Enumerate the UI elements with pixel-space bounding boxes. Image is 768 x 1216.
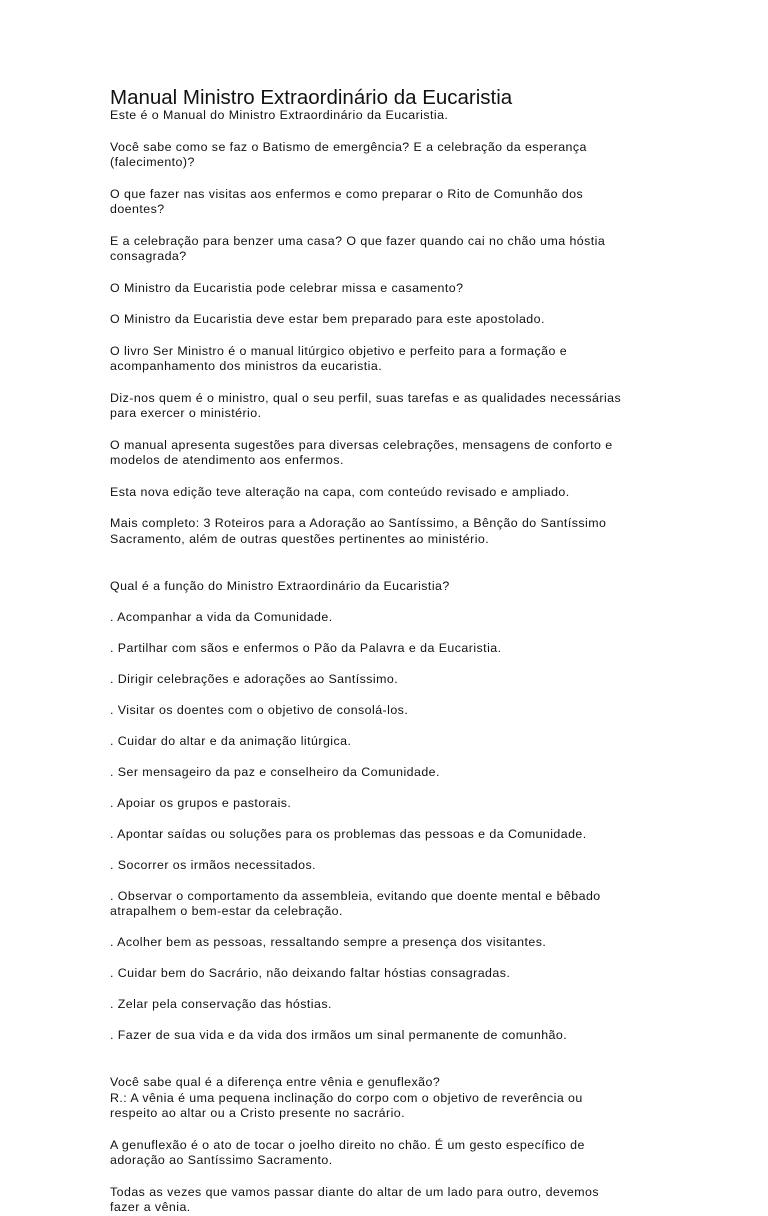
paragraph-venia-question: Você sabe qual é a diferença entre vênia e genuflexão? R.: A vênia é uma pequena inclinação do corpo com o objetivo de reverência ou respeito ao altar ou a Cristo presente no sacrário.: [110, 1075, 583, 1120]
list-item: . Visitar os doentes com o objetivo de consolá-los.: [110, 702, 409, 717]
paragraph-sick-visits: O que fazer nas visitas aos enfermos e como preparar o Rito de Comunhão dos doentes?: [110, 186, 584, 216]
list-item: . Zelar pela conservação das hóstias.: [110, 997, 332, 1011]
list-item: . Apontar saídas ou soluções para os problemas das pessoas e da Comunidade.: [110, 826, 587, 841]
list-item: . Acompanhar a vida da Comunidade.: [110, 609, 333, 624]
paragraph-house-blessing: E a celebração para benzer uma casa? O que fazer quando cai no chão uma hóstia consagrada?: [110, 233, 606, 263]
list-item: . Ser mensageiro da paz e conselheiro da Comunidade.: [110, 764, 440, 779]
paragraph-emergency-baptism: Você sabe como se faz o Batismo de emergência? E a celebração da esperança (falecimento)?: [110, 139, 587, 169]
paragraph-more-complete: Mais completo: 3 Roteiros para a Adoração ao Santíssimo, a Bênção do Santíssimo Sacramento, além de outras questões pertinentes ao ministério.: [110, 516, 607, 546]
list-item: . Fazer de sua vida e da vida dos irmãos um sinal permanente de comunhão.: [110, 1028, 568, 1042]
list-item: . Partilhar com sãos e enfermos o Pão da Palavra e da Eucaristia.: [110, 640, 502, 655]
paragraph-preparation: O Ministro da Eucaristia deve estar bem preparado para este apostolado.: [110, 312, 545, 326]
document-intro: Este é o Manual do Ministro Extraordinário da Eucaristia.: [110, 108, 449, 122]
paragraph-altar-passing: Todas as vezes que vamos passar diante do altar de um lado para outro, devemos fazer a vênia.: [110, 1184, 599, 1214]
list-item: . Cuidar do altar e da animação litúrgica.: [110, 733, 352, 748]
list-item: . Cuidar bem do Sacrário, não deixando faltar hóstias consagradas.: [110, 966, 511, 980]
paragraph-new-edition: Esta nova edição teve alteração na capa, com conteúdo revisado e ampliado.: [110, 484, 570, 499]
paragraph-profile: Diz-nos quem é o ministro, qual o seu perfil, suas tarefas e as qualidades necessárias para exercer o ministério.: [110, 390, 622, 420]
functions-list: [110, 563, 678, 1059]
paragraph-mass-marriage: O Ministro da Eucaristia pode celebrar missa e casamento?: [110, 280, 464, 295]
list-item: . Observar o comportamento da assembleia, evitando que doente mental e bêbado atrapalhem o bem-estar da celebração.: [110, 888, 601, 918]
paragraph-suggestions: O manual apresenta sugestões para diversas celebrações, mensagens de conforto e modelos de atendimento aos enfermos.: [110, 437, 613, 467]
list-item: . Apoiar os grupos e pastorais.: [110, 795, 292, 810]
list-item: . Socorrer os irmãos necessitados.: [110, 857, 317, 872]
functions-heading: Qual é a função do Ministro Extraordinário da Eucaristia?: [110, 578, 450, 593]
paragraph-book: O livro Ser Ministro é o manual litúrgico objetivo e perfeito para a formação e acompanhamento dos ministros da eucaristia.: [110, 343, 568, 373]
paragraph-genuflection: A genuflexão é o ato de tocar o joelho direito no chão. É um gesto específico de adoração ao Santíssimo Sacramento.: [110, 1137, 585, 1167]
list-item: . Dirigir celebrações e adorações ao Santíssimo.: [110, 671, 399, 686]
list-item: . Acolher bem as pessoas, ressaltando sempre a presença dos visitantes.: [110, 935, 547, 949]
document-title: Manual Ministro Extraordinário da Eucaristia: [110, 86, 513, 109]
